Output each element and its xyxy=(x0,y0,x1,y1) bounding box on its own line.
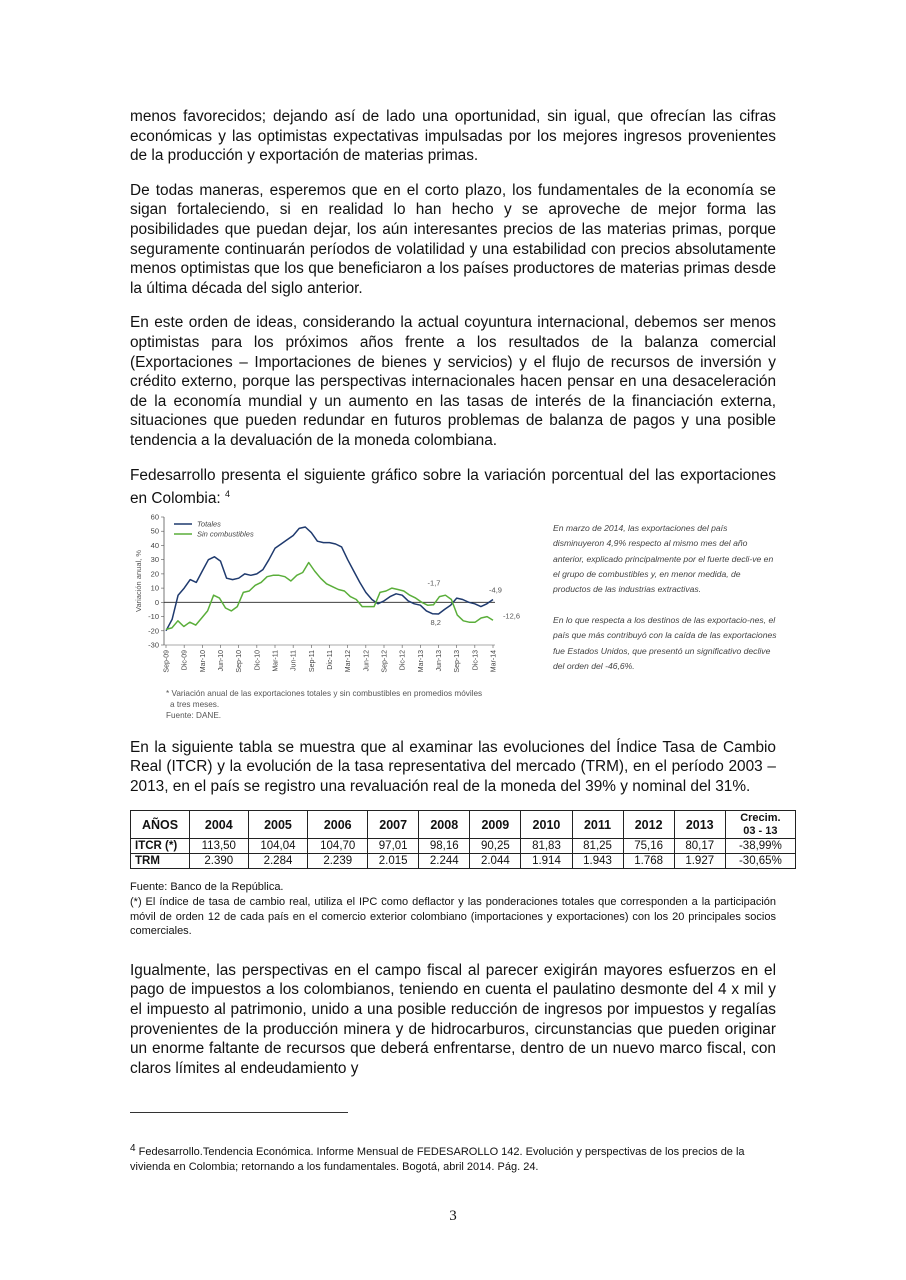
x-tick-label: Sep-11 xyxy=(308,649,316,672)
paragraph-table-intro: En la siguiente tabla se muestra que al examinar las evoluciones del Índice Tasa de Cambio Real (ITCR) y la evolución de la tasa representativa del mercado (TRM), en el período 2003 – 2013, en el país se registro una revaluación real de la moneda del 39% y nominal del 31%. xyxy=(130,738,776,795)
table-source: Fuente: Banco de la República. xyxy=(130,881,284,894)
table-header: 2009 xyxy=(470,811,521,839)
data-label: 8,2 xyxy=(430,617,441,627)
table-header: 2008 xyxy=(419,811,470,839)
x-tick-label: Mar-14 xyxy=(490,649,498,672)
x-tick-label: Sep-10 xyxy=(236,649,244,673)
footnote-number: 4 xyxy=(130,1143,136,1154)
row-label: ITCR (*) xyxy=(131,839,190,854)
table-cell: 2.284 xyxy=(248,854,308,869)
chart-note-2: En lo que respecta a los destinos de las exportacio-nes, el país que más contribuyó con la caída de las exportaciones fue Estados Unidos, que presentó un significativo declive del orden del -46,6%. xyxy=(553,614,777,671)
table-cell: 80,17 xyxy=(674,839,725,854)
paragraph-3: En este orden de ideas, considerando la actual coyuntura internacional, debemos ser menos optimistas para los próximos años frente a los resultados de la balanza comercial (Exportaciones – Importaciones de bienes y servicios) y el flujo de recursos de inversión y crédito externo, porque las perspectivas internacionales hacen pensar en una desaceleración de la economía mundial y un aumento en las tasas de interés de la financiación externa, situaciones que pueden redundar en futuros problemas de balanza de pagos y una posible tendencia a la devaluación de la moneda colombiana. xyxy=(130,314,776,449)
table-cell: 81,25 xyxy=(572,839,623,854)
y-tick-label: 0 xyxy=(154,597,159,607)
table-cell: 2.244 xyxy=(419,854,470,869)
table-row xyxy=(131,839,796,854)
y-axis-label: Variación anual, % xyxy=(134,549,143,612)
table-cell: 2.044 xyxy=(470,854,521,869)
data-label: -1,7 xyxy=(427,577,441,587)
y-tick-label: 10 xyxy=(150,583,159,593)
table-cell: 98,16 xyxy=(419,839,470,854)
chart-intro-text: Fedesarrollo presenta el siguiente gráfico sobre la variación porcentual del las exportaciones en Colombia: xyxy=(130,466,776,508)
chart-source: Fuente: DANE. xyxy=(166,710,222,720)
y-tick-label: 20 xyxy=(150,569,159,579)
row-label: TRM xyxy=(131,854,190,869)
x-tick-label: Dic-12 xyxy=(399,649,407,670)
y-tick-label: 30 xyxy=(150,554,159,564)
footnote xyxy=(130,1141,776,1175)
data-label: -4,9 xyxy=(489,585,502,595)
x-tick-label: Jun-10 xyxy=(218,649,225,672)
chart-note-1: En marzo de 2014, las exportaciones del país disminuyeron 4,9% respecto al mismo mes del año anterior, explicado principalmente por el fuerte decli-ve en el grupo de combustibles y, en menor medida, de productos de las industrias extractivas. xyxy=(553,522,774,595)
table-cell: 81,83 xyxy=(521,839,572,854)
footnote-divider xyxy=(130,1112,348,1113)
y-tick-label: 40 xyxy=(150,540,159,550)
x-tick-label: Dic-11 xyxy=(327,649,334,670)
table-cell: 104,04 xyxy=(248,839,308,854)
x-tick-label: Dic-10 xyxy=(254,649,262,670)
table-header-growth xyxy=(725,811,795,839)
x-tick-label: Sep-09 xyxy=(163,649,171,673)
chart-commentary xyxy=(553,521,778,690)
table-cell: 113,50 xyxy=(190,839,249,854)
table-cell: 1.943 xyxy=(572,854,623,869)
table-header: AÑOS xyxy=(131,811,190,839)
x-tick-label: Dic-13 xyxy=(472,649,480,670)
legend-label: Sin combustibles xyxy=(197,529,254,539)
x-tick-label: Jun-13 xyxy=(436,649,443,672)
table-header-row xyxy=(131,811,796,839)
y-tick-label: -10 xyxy=(148,611,159,621)
table-cell: -38,99% xyxy=(725,839,795,854)
exchange-rate-table xyxy=(130,810,796,869)
series-line-totales xyxy=(166,527,493,631)
table-cell: 1.914 xyxy=(521,854,572,869)
table-header: 2011 xyxy=(572,811,623,839)
page-body xyxy=(130,107,782,1078)
table-cell: 2.015 xyxy=(368,854,419,869)
y-tick-label: -30 xyxy=(148,640,159,650)
y-tick-label: -20 xyxy=(148,625,159,635)
exports-chart xyxy=(130,511,776,726)
x-tick-label: Mar-10 xyxy=(199,649,207,672)
line-chart xyxy=(130,511,550,687)
table-cell: -30,65% xyxy=(725,854,795,869)
table-cell: 2.390 xyxy=(190,854,249,869)
footnote-ref: 4 xyxy=(224,489,230,500)
table-header: 2013 xyxy=(674,811,725,839)
table-cell: 90,25 xyxy=(470,839,521,854)
table-header: 2007 xyxy=(368,811,419,839)
table-header: 2010 xyxy=(521,811,572,839)
x-tick-label: Mar-13 xyxy=(417,649,425,672)
y-tick-label: 50 xyxy=(150,526,159,536)
growth-line-1: Crecim. xyxy=(740,811,781,824)
table-cell: 1.768 xyxy=(623,854,674,869)
paragraph-2: De todas maneras, esperemos que en el corto plazo, los fundamentales de la economía se sigan fortaleciendo, si en realidad lo han hecho y se aproveche de mejor forma las posibilidades que puedan dejar, los aún interesantes precios de las materias primas, porque seguramente continuarán períodos de volatilidad y una estabilidad con precios absolutamente menos optimistas que los que beneficiaron a los países productores de materias primas desde la última década del siglo anterior. xyxy=(130,181,776,297)
x-tick-label: Jun-12 xyxy=(363,649,371,672)
table-cell: 2.239 xyxy=(308,854,368,869)
footnote-text: Fedesarrollo.Tendencia Económica. Informe Mensual de FEDESAROLLO 142. Evolución y perspectivas de los precios de la vivienda en Colombia; retornando a los fundamentales. Bogotá, abril 2014. Pág. 24. xyxy=(130,1146,745,1173)
table-header: 2006 xyxy=(308,811,368,839)
x-tick-label: Sep-13 xyxy=(454,649,462,673)
paragraph-1: menos favorecidos; dejando así de lado una oportunidad, sin igual, que ofrecían las cifras económicas y las optimistas expectativas impulsadas por los mejores ingresos provenientes de la producción y exportación de materias primas. xyxy=(130,108,776,165)
x-tick-label: Mar-11 xyxy=(272,649,280,672)
table-cell: 97,01 xyxy=(368,839,419,854)
table-notes xyxy=(130,880,776,938)
x-tick-label: Jun-11 xyxy=(290,649,298,671)
chart-foot-line-2: a tres meses. xyxy=(170,699,220,709)
legend-label: Totales xyxy=(197,519,221,529)
series-line-sin-combustibles xyxy=(166,562,493,629)
growth-line-2: 03 - 13 xyxy=(743,824,778,837)
table-header: 2004 xyxy=(190,811,249,839)
paragraph-chart-intro xyxy=(130,466,776,509)
data-label: -12,6 xyxy=(502,611,521,621)
chart-footnote xyxy=(166,688,516,721)
page-number: 3 xyxy=(449,1208,457,1224)
x-tick-label: Mar-12 xyxy=(345,649,353,672)
table-header: 2005 xyxy=(248,811,308,839)
table-note: (*) El índice de tasa de cambio real, utiliza el IPC como deflactor y las ponderaciones totales que corresponden a la participación móvil de orden 12 de cada país en el comercio exterior colombiano (importaciones y exportaciones) con los 20 principales socios comerciales. xyxy=(130,896,776,938)
x-tick-label: Dic-09 xyxy=(181,649,189,670)
table-cell: 75,16 xyxy=(623,839,674,854)
chart-foot-line-1: * Variación anual de las exportaciones totales y sin combustibles en promedios móviles xyxy=(166,688,483,698)
x-tick-label: Sep-12 xyxy=(381,649,389,673)
paragraph-fiscal: Igualmente, las perspectivas en el campo fiscal al parecer exigirán mayores esfuerzos en el pago de impuestos a los colombianos, teniendo en cuenta el paulatino desmonte del 4 x mil y el impuesto al patrimonio, unido a una posible reducción de ingresos por impuestos y regalías provenientes de la producción minera y de hidrocarburos, circunstancias que pueden originar un enorme faltante de recursos que deberá enfrentarse, dentro de un nuevo marco fiscal, con claros límites al endeudamiento y xyxy=(130,961,776,1077)
table-cell: 104,70 xyxy=(308,839,368,854)
y-tick-label: 60 xyxy=(150,512,159,522)
table-row xyxy=(131,854,796,869)
table-cell: 1.927 xyxy=(674,854,725,869)
table-header: 2012 xyxy=(623,811,674,839)
